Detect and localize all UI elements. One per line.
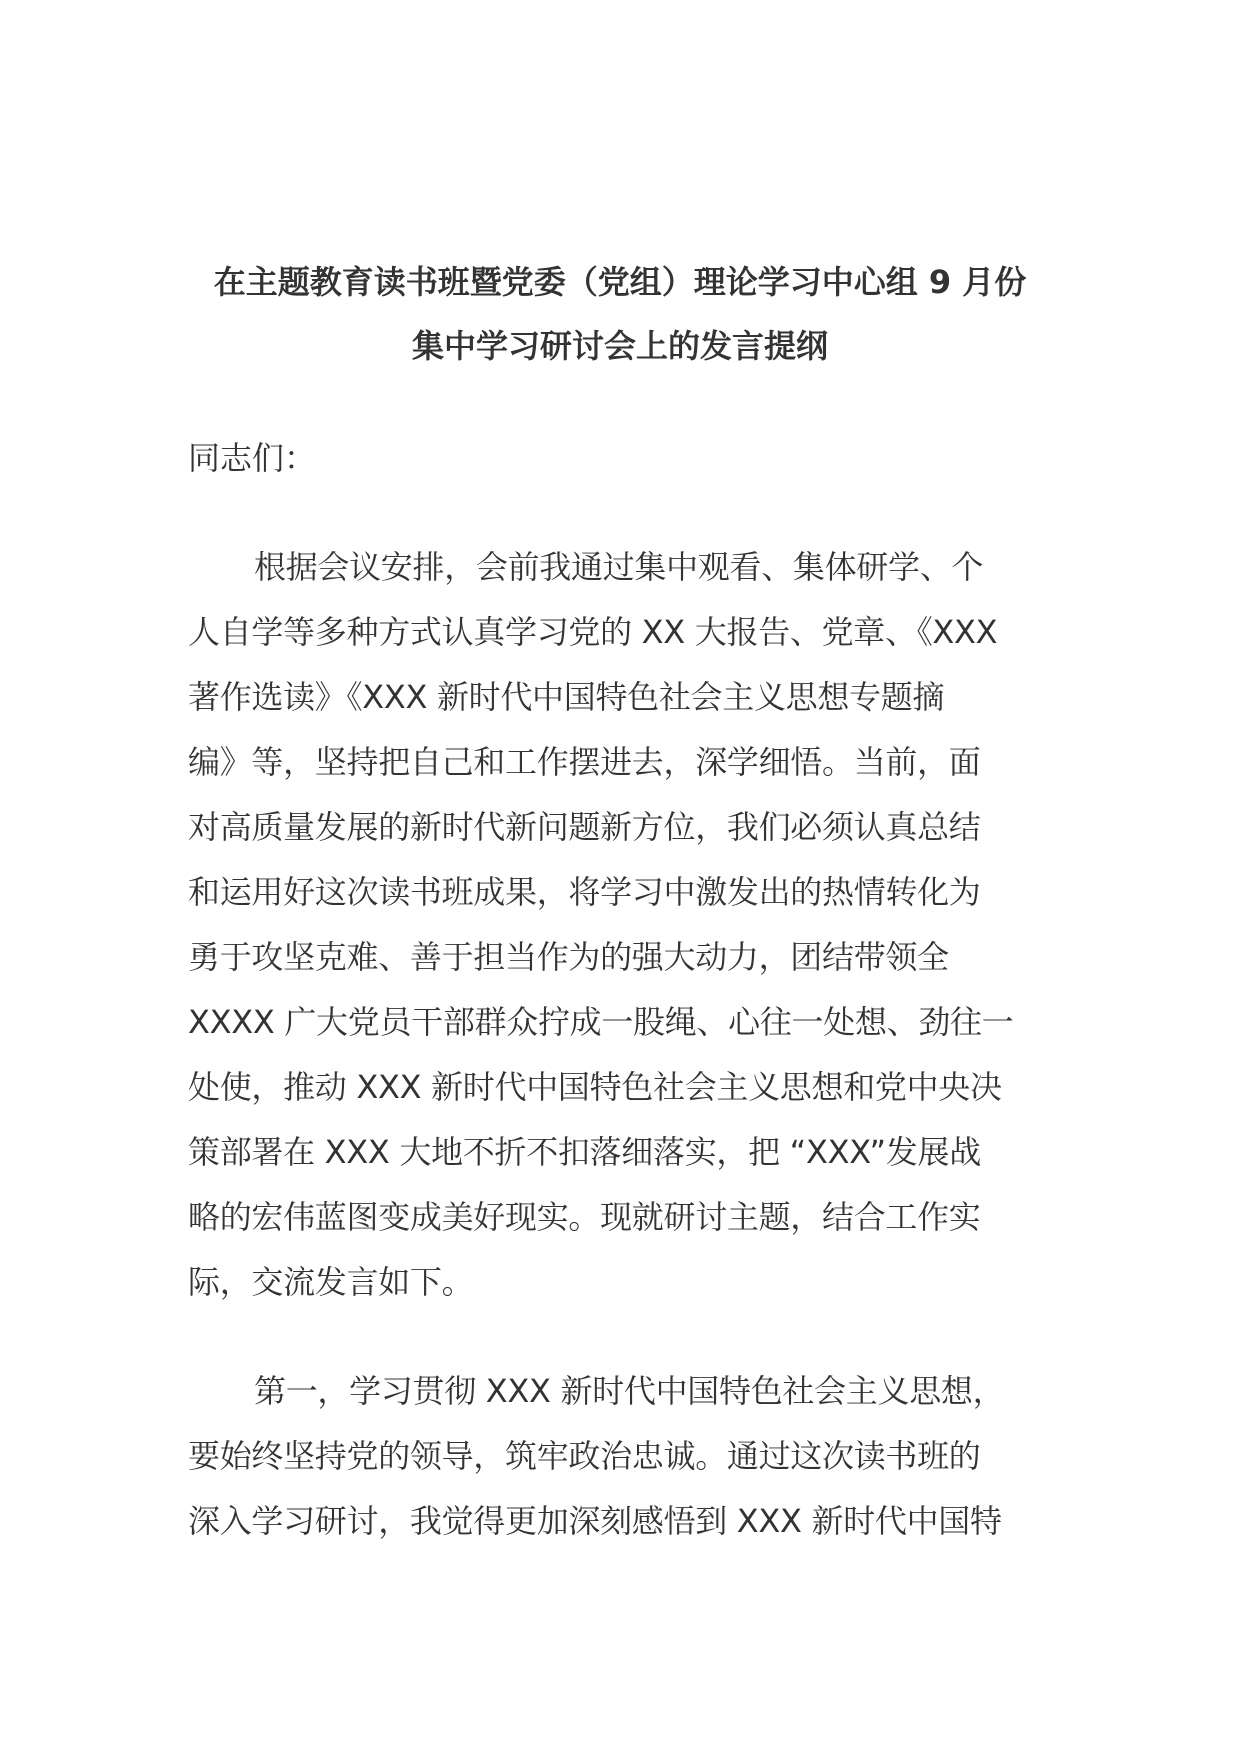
paragraph-line: 根据会议安排，会前我通过集中观看、集体研学、个 <box>254 548 984 586</box>
paragraph-line: 著作选读》《XXX 新时代中国特色社会主义思想专题摘 <box>188 678 945 716</box>
title-line: 在主题教育读书班暨党委（党组）理论学习中心组 9 月份 <box>213 263 1027 301</box>
paragraph-line: 对高质量发展的新时代新问题新方位，我们必须认真总结 <box>188 808 981 846</box>
title-line: 集中学习研讨会上的发言提纲 <box>411 327 828 365</box>
document-title <box>150 250 1090 378</box>
paragraph-line: XXXX 广大党员干部群众拧成一股绳、心往一处想、劲往一 <box>188 1003 1014 1041</box>
paragraph-line: 策部署在 XXX 大地不折不扣落细落实，把 “XXX”发展战 <box>188 1133 981 1171</box>
paragraph-line: 勇于攻坚克难、善于担当作为的强大动力，团结带领全 <box>188 938 949 976</box>
salutation: 同志们： <box>188 439 317 477</box>
paragraph-line: 深入学习研讨，我觉得更加深刻感悟到 XXX 新时代中国特 <box>188 1502 1002 1540</box>
paragraph-line: 要始终坚持党的领导，筑牢政治忠诚。通过这次读书班的 <box>188 1437 981 1475</box>
paragraph-line: 际，交流发言如下。 <box>188 1263 474 1301</box>
paragraph-line: 处使，推动 XXX 新时代中国特色社会主义思想和党中央决 <box>188 1068 1002 1106</box>
paragraph-line: 人自学等多种方式认真学习党的 XX 大报告、党章、《XXX <box>188 613 998 651</box>
body-paragraph <box>188 535 1058 1315</box>
paragraph-line: 略的宏伟蓝图变成美好现实。现就研讨主题，结合工作实 <box>188 1198 981 1236</box>
paragraph-line: 编》等，坚持把自己和工作摆进去，深学细悟。当前，面 <box>188 743 981 781</box>
document-body <box>188 425 1058 1598</box>
paragraph-line: 第一，学习贯彻 XXX 新时代中国特色社会主义思想， <box>254 1372 1005 1410</box>
paragraph-line: 和运用好这次读书班成果，将学习中激发出的热情转化为 <box>188 873 981 911</box>
body-paragraph <box>188 1359 1058 1554</box>
